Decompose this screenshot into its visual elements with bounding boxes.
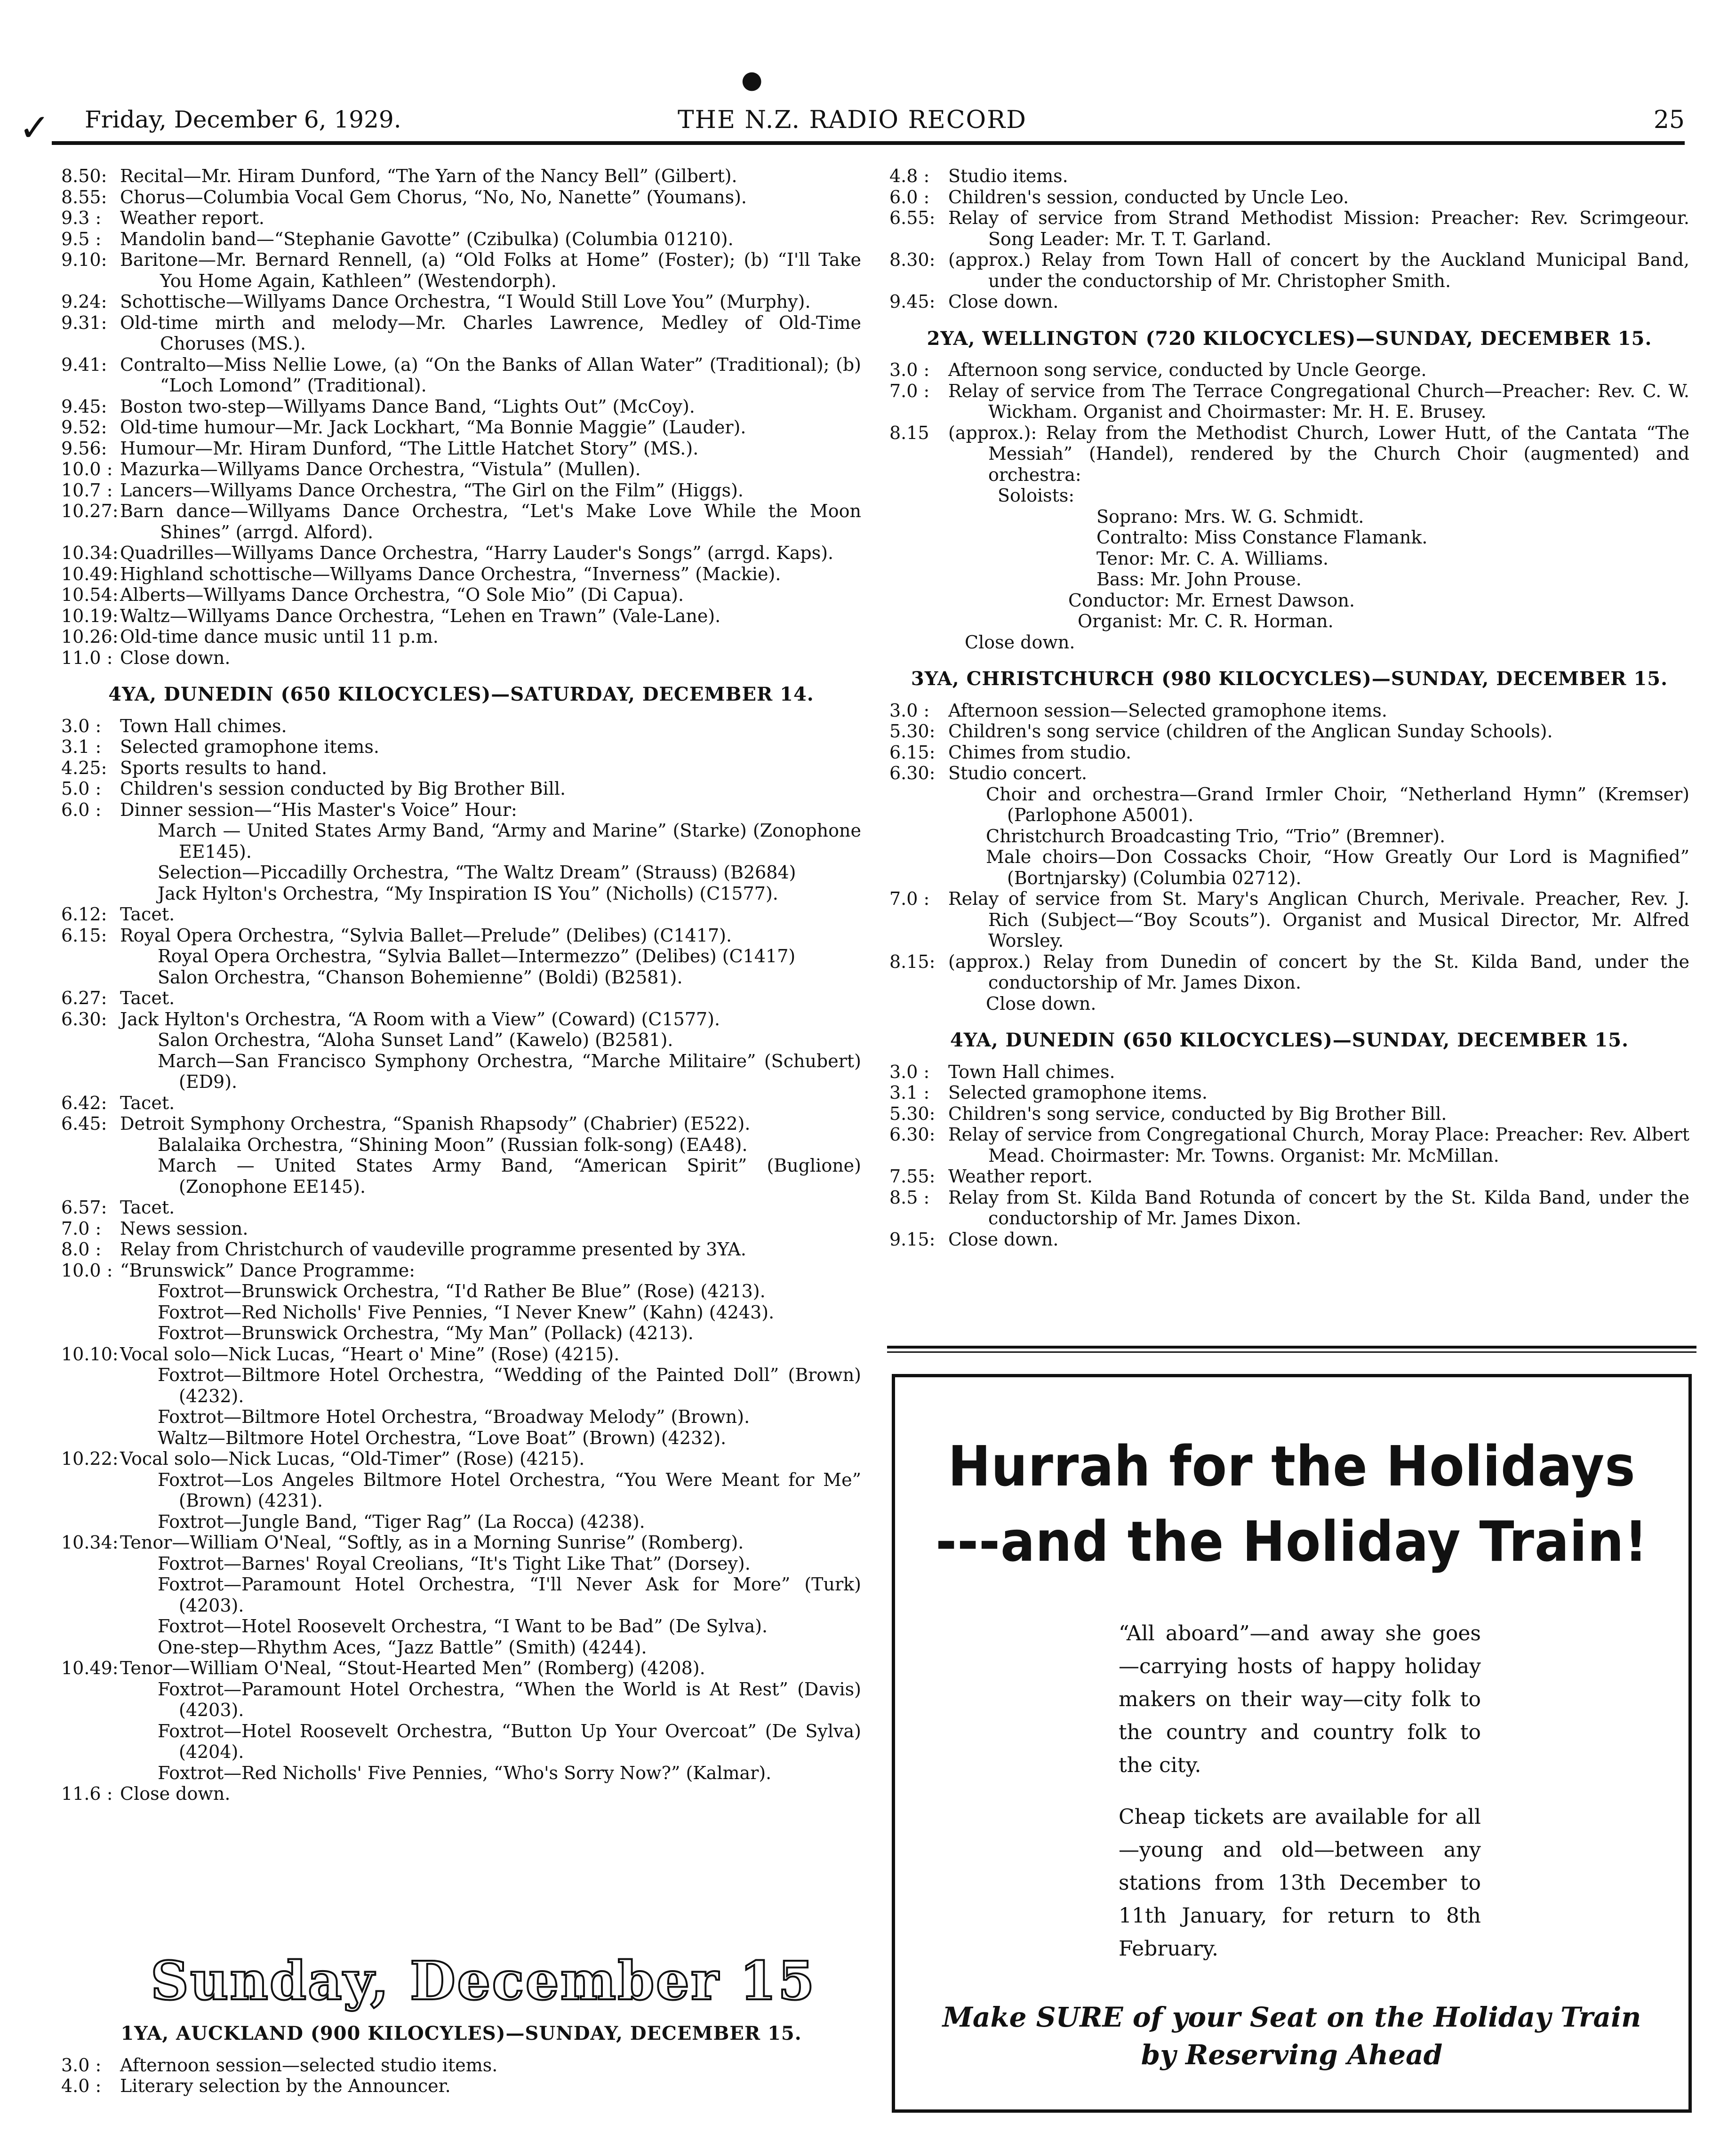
entry-time: 6.57:: [61, 1197, 107, 1218]
program-subitem: Foxtrot—Los Angeles Biltmore Hotel Orchestra, “You Were Meant for Me” (Brown) (4231).: [158, 1469, 861, 1511]
program-subitem: Foxtrot—Jungle Band, “Tiger Rag” (La Rocca) (4238).: [158, 1511, 645, 1532]
entry-time: 5.0 :: [61, 778, 102, 799]
program-entry: [61, 1113, 861, 1134]
entry-text: Close down.: [948, 1229, 1059, 1250]
entry-text: Studio items.: [948, 166, 1068, 186]
entry-time: 7.55:: [889, 1166, 936, 1187]
entry-text: Baritone—Mr. Bernard Rennell, (a) “Old Folks at Home” (Foster); (b) “I'll Take You Home Again, Kathleen” (Westendorph).: [120, 249, 861, 291]
entry-text: Children's song service (children of the Anglican Sunday Schools).: [948, 721, 1553, 742]
program-entry: [889, 951, 1689, 993]
entry-time: 10.27:: [61, 501, 119, 521]
entry-time: 6.15:: [61, 925, 107, 946]
entry-text: Weather report.: [948, 1166, 1093, 1187]
entry-time: 9.41:: [61, 354, 107, 375]
program-entry: [889, 1062, 1689, 1083]
entry-text: Tacet.: [120, 988, 175, 1008]
program-subitem: One-step—Rhythm Aces, “Jazz Battle” (Smith) (4244).: [158, 1637, 647, 1658]
entry-time: 10.0 :: [61, 1260, 113, 1281]
program-entry: [889, 1166, 1689, 1187]
entry-text: Afternoon song service, conducted by Uncle George.: [948, 359, 1427, 380]
margin-pencil-mark: ✓: [19, 106, 51, 150]
entry-text: Afternoon session—selected studio items.: [120, 2054, 498, 2076]
entry-time: 7.0 :: [889, 380, 930, 401]
entry-text: Mazurka—Willyams Dance Orchestra, “Vistula” (Mullen).: [120, 459, 641, 479]
station-heading-christchurch: 3YA, CHRISTCHURCH (980 KILOCYCLES)—SUNDAY, DECEMBER 15.: [911, 668, 1668, 690]
entry-text: Children's song service, conducted by Big Brother Bill.: [948, 1103, 1447, 1124]
right-column: [889, 166, 1689, 1250]
program-entry: [61, 396, 861, 417]
entry-time: 6.30:: [889, 763, 936, 783]
entry-time: 3.0 :: [889, 1061, 930, 1082]
entry-text: Old-time mirth and melody—Mr. Charles Lawrence, Medley of Old-Time Choruses (MS.).: [120, 312, 861, 354]
program-entry: [61, 1093, 861, 1114]
entry-time: 10.0 :: [61, 459, 113, 479]
program-block-dunedin-saturday: [61, 716, 861, 1805]
entry-text: Jack Hylton's Orchestra, “A Room with a View” (Coward) (C1577).: [120, 1008, 720, 1030]
program-subitem: Foxtrot—Barnes' Royal Creolians, “It's Tight Like That” (Dorsey).: [158, 1553, 751, 1574]
entry-time: 8.5 :: [889, 1187, 930, 1208]
program-subitem: Foxtrot—Red Nicholls' Five Pennies, “Who's Sorry Now?” (Kalmar).: [158, 1762, 772, 1783]
entry-time: 10.54:: [61, 584, 119, 605]
entry-text: Relay from St. Kilda Band Rotunda of concert by the St. Kilda Band, under the conductorship of Mr. James Dixon.: [948, 1187, 1689, 1229]
program-entry: [889, 291, 1689, 312]
entry-time: 9.31:: [61, 312, 107, 333]
entry-text: Relay of service from St. Mary's Anglican Church, Merivale. Preacher, Rev. J. Rich (Subject—“Boy Scouts”). Organist and Musical Director, Mr. Alfred Worsley.: [948, 888, 1689, 951]
program-entry: [61, 501, 861, 543]
program-subitem: Christchurch Broadcasting Trio, “Trio” (Bremner).: [986, 825, 1446, 846]
entry-time: 6.27:: [61, 988, 107, 1008]
entry-time: 3.0 :: [61, 715, 102, 736]
ad-paragraph-2: Cheap tickets are available for all—young and old—between any stations from 13th December to 11th January, for return to 8th February.: [1119, 1805, 1481, 1961]
program-entry: [61, 312, 861, 354]
program-entry: [61, 1260, 861, 1281]
program-entry: [889, 187, 1689, 208]
station-heading-wellington: 2YA, WELLINGTON (720 KILOCYCLES)—SUNDAY, DECEMBER 15.: [927, 327, 1652, 350]
entry-time: 6.30:: [889, 1124, 936, 1145]
program-entry: [889, 1124, 1689, 1166]
entry-time: 8.50:: [61, 166, 107, 186]
organist-line: Organist: Mr. C. R. Horman.: [1078, 611, 1334, 631]
program-subitem: March—San Francisco Symphony Orchestra, “Marche Militaire” (Schubert) (ED9).: [158, 1050, 861, 1092]
soloist-line: Tenor: Mr. C. A. Williams.: [1096, 548, 1329, 569]
entry-text: Boston two-step—Willyams Dance Band, “Lights Out” (McCoy).: [120, 396, 695, 417]
program-entry: [61, 626, 861, 647]
entry-time: 10.10:: [61, 1343, 119, 1365]
ad-footer-line-2: by Reserving Ahead: [1141, 2039, 1443, 2071]
program-entry: [61, 1532, 861, 1553]
entry-text: Literary selection by the Announcer.: [120, 2076, 451, 2096]
entry-text: Tenor—William O'Neal, “Softly, as in a Morning Sunrise” (Romberg).: [120, 1532, 744, 1553]
entry-time: 3.0 :: [889, 359, 930, 380]
page-number: 25: [1653, 106, 1685, 134]
entry-text: Children's session, conducted by Uncle Leo.: [948, 186, 1349, 208]
program-entry: [61, 988, 861, 1009]
entry-text: Waltz—Willyams Dance Orchestra, “Lehen en Trawn” (Vale-Lane).: [120, 605, 721, 626]
entry-time: 8.15:: [889, 951, 936, 972]
program-entry: [889, 1082, 1689, 1103]
program-entry: [61, 736, 861, 758]
conductor-line: Conductor: Mr. Ernest Dawson.: [1068, 590, 1355, 611]
entry-text: Selected gramophone items.: [120, 736, 379, 757]
program-entry: [61, 647, 861, 669]
ad-paragraph-1: “All aboard”—and away she goes—carrying hosts of happy holiday makers on their way—city folk to the country and country folk to the city.: [1119, 1621, 1481, 1777]
program-subitem: Choir and orchestra—Grand Irmler Choir, “Netherland Hymn” (Kremser) (Parlophone A5001).: [986, 783, 1689, 825]
masthead: THE N.Z. RADIO RECORD: [678, 106, 1027, 134]
entry-time: 6.42:: [61, 1092, 107, 1113]
entry-time: 10.19:: [61, 605, 119, 626]
program-entry: [889, 742, 1689, 763]
entry-text: Relay of service from The Terrace Congregational Church—Preacher: Rev. C. W. Wickham. Organist and Choirmaster: Mr. H. E. Brusey.: [948, 380, 1689, 422]
program-entry: [61, 925, 861, 946]
entry-time: 8.0 :: [61, 1239, 102, 1260]
page-header: [85, 106, 1685, 144]
entry-text: Royal Opera Orchestra, “Sylvia Ballet—Prelude” (Delibes) (C1417).: [120, 925, 732, 946]
entry-text: Close down.: [120, 1783, 231, 1804]
ad-headline-1: Hurrah for the Holidays: [948, 1434, 1636, 1499]
program-entry: [61, 799, 861, 821]
entry-time: 5.30:: [889, 721, 936, 742]
entry-text: (approx.): Relay from the Methodist Church, Lower Hutt, of the Cantata “The Messiah” (Handel), rendered by the Church Choir (augmented) and orchestra:: [948, 422, 1689, 485]
entry-text: Vocal solo—Nick Lucas, “Old-Timer” (Rose) (4215).: [120, 1448, 585, 1469]
program-entry: [61, 543, 861, 564]
entry-text: Alberts—Willyams Dance Orchestra, “O Sole Mio” (Di Capua).: [120, 584, 684, 605]
program-subitem: Salon Orchestra, “Chanson Bohemienne” (Boldi) (B2581).: [158, 966, 683, 988]
left-column-bottom: [61, 2023, 861, 2097]
program-subitem: Foxtrot—Biltmore Hotel Orchestra, “Wedding of the Painted Doll” (Brown) (4232).: [158, 1365, 861, 1406]
entry-text: Quadrilles—Willyams Dance Orchestra, “Harry Lauder's Songs” (arrgd. Kaps).: [120, 543, 834, 563]
holiday-train-advertisement: [892, 1374, 1692, 2113]
program-subitem: Salon Orchestra, “Aloha Sunset Land” (Kawelo) (B2581).: [158, 1030, 673, 1050]
program-entry: [61, 166, 861, 187]
entry-time: 8.30:: [889, 249, 936, 270]
entry-time: 6.0 :: [61, 799, 102, 820]
entry-text: Town Hall chimes.: [120, 715, 287, 736]
entry-time: 3.0 :: [61, 2054, 102, 2076]
program-entry: [61, 1448, 861, 1469]
program-entry: [61, 584, 861, 606]
entry-text: Chorus—Columbia Vocal Gem Chorus, “No, No, Nanette” (Youmans).: [120, 186, 747, 208]
entry-time: 8.15: [889, 422, 929, 443]
entry-text: Weather report.: [120, 208, 264, 228]
program-subitem: Foxtrot—Brunswick Orchestra, “My Man” (Pollack) (4213).: [158, 1323, 694, 1343]
program-subitem: Balalaika Orchestra, “Shining Moon” (Russian folk-song) (EA48).: [158, 1134, 748, 1155]
entry-text: Lancers—Willyams Dance Orchestra, “The Girl on the Film” (Higgs).: [120, 479, 744, 501]
entry-text: Town Hall chimes.: [948, 1061, 1115, 1082]
program-subitem: Waltz—Biltmore Hotel Orchestra, “Love Boat” (Brown) (4232).: [158, 1427, 727, 1448]
entry-text: Vocal solo—Nick Lucas, “Heart o' Mine” (Rose) (4215).: [120, 1343, 620, 1365]
program-entry: [61, 1783, 861, 1805]
entry-time: 6.12:: [61, 904, 107, 925]
entry-text: Relay from Christchurch of vaudeville programme presented by 3YA.: [120, 1239, 746, 1260]
entry-time: 8.55:: [61, 186, 107, 208]
entry-time: 10.26:: [61, 626, 119, 647]
soloist-line: Soprano: Mrs. W. G. Schmidt.: [1096, 506, 1364, 527]
entry-text: Tenor—William O'Neal, “Stout-Hearted Men” (Romberg) (4208).: [120, 1658, 705, 1678]
left-column: [61, 166, 861, 1805]
program-entry: [61, 1009, 861, 1030]
entry-text: Tacet.: [120, 904, 175, 925]
program-entry: [889, 700, 1689, 721]
double-rule-bottom: [887, 1351, 1696, 1353]
entry-text: Sports results to hand.: [120, 757, 328, 778]
program-block-christchurch: [889, 700, 1689, 1014]
entry-text: Dinner session—“His Master's Voice” Hour:: [120, 799, 517, 820]
entry-text: Tacet.: [120, 1197, 175, 1218]
entry-text: News session.: [120, 1218, 248, 1239]
top-dot-mark: ●: [741, 66, 763, 94]
station-heading-auckland-sunday: 1YA, AUCKLAND (900 KILOCYLES)—SUNDAY, DECEMBER 15.: [120, 2022, 802, 2044]
entry-text: Children's session conducted by Big Brother Bill.: [120, 778, 566, 799]
program-entry: [889, 888, 1689, 951]
header-rule: [52, 141, 1685, 145]
program-subitem: Male choirs—Don Cossacks Choir, “How Greatly Our Lord is Magnified” (Bortnjarsky) (Columbia 02712).: [986, 846, 1689, 888]
program-entry: [61, 758, 861, 779]
program-subitem: Foxtrot—Paramount Hotel Orchestra, “When the World is At Rest” (Davis) (4203).: [158, 1678, 861, 1720]
soloists-label: Soloists:: [998, 485, 1075, 506]
entry-text: Humour—Mr. Hiram Dunford, “The Little Hatchet Story” (MS.).: [120, 438, 699, 459]
entry-time: 10.34:: [61, 1532, 119, 1553]
entry-text: Contralto—Miss Nellie Lowe, (a) “On the Banks of Allan Water” (Traditional); (b) “Loch Lomond” (Traditional).: [120, 354, 861, 396]
entry-time: 4.0 :: [61, 2076, 102, 2096]
entry-time: 7.0 :: [61, 1218, 102, 1239]
entry-text: (approx.) Relay from Dunedin of concert by the St. Kilda Band, under the conductorship of Mr. James Dixon.: [948, 951, 1689, 993]
program-subitem: Close down.: [986, 993, 1096, 1014]
entry-time: 9.5 :: [61, 228, 102, 249]
entry-time: 10.49:: [61, 563, 119, 584]
entry-time: 11.6 :: [61, 1783, 113, 1804]
station-heading-dunedin-saturday: 4YA, DUNEDIN (650 KILOCYCLES)—SATURDAY, DECEMBER 14.: [108, 683, 814, 705]
entry-text: Selected gramophone items.: [948, 1082, 1208, 1103]
program-subitem: Royal Opera Orchestra, “Sylvia Ballet—Intermezzo” (Delibes) (C1417): [158, 946, 796, 966]
program-block-auckland-continued: [889, 166, 1689, 312]
section-title-sunday: Sunday, December 15: [151, 1950, 816, 2012]
program-entry: [889, 1103, 1689, 1125]
entry-time: 9.52:: [61, 417, 107, 438]
program-subitem: Foxtrot—Biltmore Hotel Orchestra, “Broadway Melody” (Brown).: [158, 1406, 750, 1427]
issue-date: Friday, December 6, 1929.: [85, 106, 401, 133]
program-entry: [61, 187, 861, 208]
entry-time: 9.24:: [61, 291, 107, 312]
program-block-wellington: [889, 359, 1689, 485]
entry-time: 9.45:: [889, 291, 936, 312]
program-entry: [889, 249, 1689, 291]
program-entry: [61, 249, 861, 291]
double-rule-top: [887, 1346, 1696, 1349]
entry-time: 9.15:: [889, 1229, 936, 1250]
entry-time: 10.34:: [61, 543, 119, 563]
entry-text: Close down.: [120, 647, 231, 668]
program-entry: [61, 716, 861, 737]
soloists-list: [889, 506, 1689, 590]
program-entry: [889, 359, 1689, 381]
program-subitem: Foxtrot—Brunswick Orchestra, “I'd Rather Be Blue” (Rose) (4213).: [158, 1281, 766, 1302]
ad-headline-2: ---and the Holiday Train!: [936, 1509, 1648, 1574]
program-block-continued: [61, 166, 861, 668]
entry-text: Old-time dance music until 11 p.m.: [120, 626, 439, 647]
entry-time: 3.1 :: [61, 736, 102, 757]
program-block-dunedin-sunday: [889, 1062, 1689, 1250]
program-subitem: Foxtrot—Paramount Hotel Orchestra, “I'll Never Ask for More” (Turk) (4203).: [158, 1574, 861, 1616]
entry-text: Afternoon session—Selected gramophone items.: [948, 700, 1387, 721]
entry-time: 4.8 :: [889, 166, 930, 186]
entry-time: 6.0 :: [889, 186, 930, 208]
entry-text: Close down.: [948, 291, 1059, 312]
entry-time: 9.45:: [61, 396, 107, 417]
entry-time: 10.7 :: [61, 479, 113, 501]
program-subitem: Selection—Piccadilly Orchestra, “The Waltz Dream” (Strauss) (B2684): [158, 862, 796, 883]
entry-time: 10.49:: [61, 1658, 119, 1678]
program-entry: [61, 229, 861, 250]
program-entry: [61, 208, 861, 229]
program-entry: [61, 1658, 861, 1679]
program-subitem: March — United States Army Band, “Army and Marine” (Starke) (Zonophone EE145).: [158, 820, 861, 862]
program-entry: [889, 721, 1689, 742]
entry-text: Mandolin band—“Stephanie Gavotte” (Czibulka) (Columbia 01210).: [120, 228, 734, 249]
entry-text: Studio concert.: [948, 763, 1088, 783]
program-entry: [61, 606, 861, 627]
entry-text: Schottische—Willyams Dance Orchestra, “I Would Still Love You” (Murphy).: [120, 291, 811, 312]
entry-text: Relay of service from Strand Methodist Mission: Preacher: Rev. Scrimgeour. Song Leader: Mr. T. T. Garland.: [948, 208, 1689, 249]
program-block-auckland-sunday: [61, 2055, 861, 2097]
soloist-line: Contralto: Miss Constance Flamank.: [1096, 527, 1428, 548]
program-entry: [61, 1218, 861, 1239]
station-heading-dunedin-sunday: 4YA, DUNEDIN (650 KILOCYCLES)—SUNDAY, DECEMBER 15.: [950, 1029, 1629, 1051]
program-entry: [61, 564, 861, 585]
program-subitem: Foxtrot—Hotel Roosevelt Orchestra, “I Want to be Bad” (De Sylva).: [158, 1616, 768, 1637]
program-entry: [889, 208, 1689, 249]
program-subitem: Jack Hylton's Orchestra, “My Inspiration IS You” (Nicholls) (C1577).: [158, 883, 778, 904]
program-entry: [889, 1229, 1689, 1250]
entry-time: 9.3 :: [61, 208, 102, 228]
ad-footer-line-1: Make SURE of your Seat on the Holiday Train: [942, 2001, 1641, 2033]
entry-text: Recital—Mr. Hiram Dunford, “The Yarn of the Nancy Bell” (Gilbert).: [120, 166, 737, 186]
entry-time: 9.56:: [61, 438, 107, 459]
entry-text: Highland schottische—Willyams Dance Orchestra, “Inverness” (Mackie).: [120, 563, 781, 584]
entry-text: Barn dance—Willyams Dance Orchestra, “Let's Make Love While the Moon Shines” (arrgd. Alford).: [120, 501, 861, 543]
entry-text: Relay of service from Congregational Church, Moray Place: Preacher: Rev. Albert Mead. Choirmaster: Mr. Towns. Organist: Mr. McMillan.: [948, 1124, 1689, 1166]
entry-time: 6.30:: [61, 1008, 107, 1030]
entry-time: 3.1 :: [889, 1082, 930, 1103]
entry-time: 11.0 :: [61, 647, 113, 668]
program-entry: [61, 2055, 861, 2076]
soloist-line: Bass: Mr. John Prouse.: [1096, 569, 1302, 590]
program-entry: [889, 423, 1689, 486]
program-entry: [61, 354, 861, 396]
entry-text: Old-time humour—Mr. Jack Lockhart, “Ma Bonnie Maggie” (Lauder).: [120, 417, 746, 438]
program-entry: [889, 1187, 1689, 1229]
entry-time: 6.45:: [61, 1113, 107, 1134]
program-entry: [61, 438, 861, 459]
program-entry: [61, 2076, 861, 2097]
program-entry: [889, 763, 1689, 784]
program-entry: [61, 480, 861, 501]
close-down-wellington: Close down.: [965, 631, 1075, 653]
program-subitem: Foxtrot—Red Nicholls' Five Pennies, “I Never Knew” (Kahn) (4243).: [158, 1302, 775, 1323]
program-entry: [61, 1344, 861, 1365]
program-entry: [61, 417, 861, 438]
program-entry: [61, 1197, 861, 1218]
program-entry: [61, 1239, 861, 1260]
entry-time: 10.22:: [61, 1448, 119, 1469]
program-subitem: Foxtrot—Hotel Roosevelt Orchestra, “Button Up Your Overcoat” (De Sylva) (4204).: [158, 1720, 861, 1762]
entry-text: Tacet.: [120, 1092, 175, 1113]
entry-time: 5.30:: [889, 1103, 936, 1124]
entry-time: 7.0 :: [889, 888, 930, 909]
entry-text: Chimes from studio.: [948, 742, 1132, 763]
program-entry: [61, 778, 861, 799]
program-entry: [61, 904, 861, 925]
entry-time: 3.0 :: [889, 700, 930, 721]
program-entry: [889, 166, 1689, 187]
entry-time: 4.25:: [61, 757, 107, 778]
entry-time: 9.10:: [61, 249, 107, 270]
program-entry: [61, 459, 861, 480]
entry-text: Detroit Symphony Orchestra, “Spanish Rhapsody” (Chabrier) (E522).: [120, 1113, 751, 1134]
program-subitem: March — United States Army Band, “American Spirit” (Buglione) (Zonophone EE145).: [158, 1155, 861, 1197]
entry-text: “Brunswick” Dance Programme:: [120, 1260, 416, 1281]
entry-time: 6.55:: [889, 208, 936, 228]
program-entry: [889, 381, 1689, 423]
entry-time: 6.15:: [889, 742, 936, 763]
program-entry: [61, 291, 861, 312]
entry-text: (approx.) Relay from Town Hall of concert by the Auckland Municipal Band, under the conductorship of Mr. Christopher Smith.: [948, 249, 1689, 291]
